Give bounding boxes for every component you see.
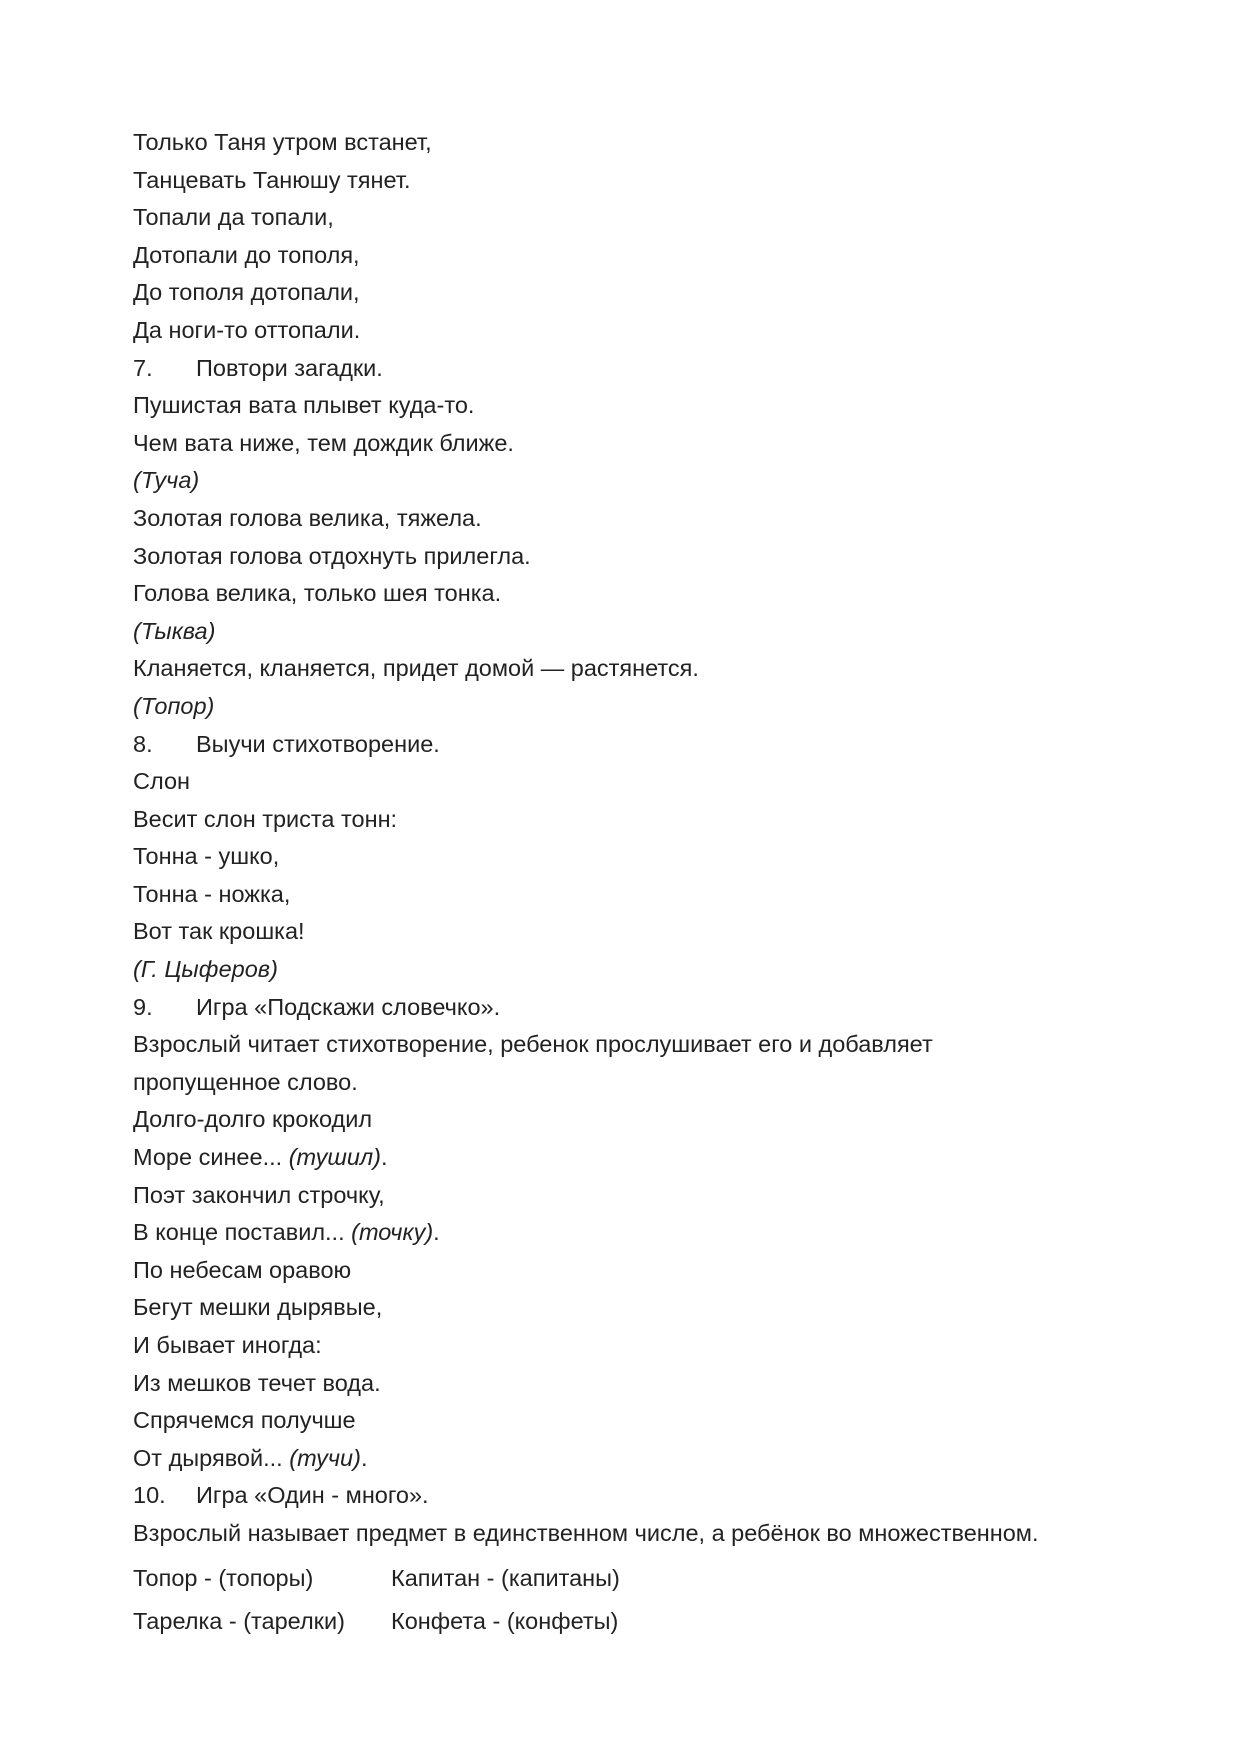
word-pair-row: [133, 1557, 1120, 1600]
game-line: Поэт закончил строчку,: [133, 1181, 385, 1208]
section-title: Повтори загадки.: [196, 354, 383, 381]
game-line: И бывает иногда:: [133, 1332, 322, 1358]
section-number: 8.: [133, 730, 153, 757]
riddle-answer: (Тыква): [133, 617, 216, 644]
riddle-line: Золотая голова велика, тяжела.: [133, 504, 482, 531]
riddle-answer: (Топор): [133, 692, 215, 719]
poem-line: Весит слон триста тонн:: [133, 805, 398, 832]
game-line: Спрячемся получше: [133, 1407, 356, 1434]
word-pair-cell: Топор - (топоры): [133, 1564, 314, 1591]
game-line: Из мешков течет вода.: [133, 1369, 381, 1396]
section-10-heading: [133, 1477, 1120, 1515]
riddle-line: Кланяется, кланяется, придет домой — растянется.: [133, 655, 699, 682]
poem-line: Да ноги-то оттопали.: [133, 316, 361, 343]
game-answer: (тушил): [288, 1144, 381, 1171]
poem-line: Вот так крошка!: [133, 918, 305, 945]
game-answer: (тучи): [289, 1444, 361, 1471]
riddle-line: Голова велика, только шея тонка.: [133, 580, 502, 607]
game-line: [133, 1139, 1120, 1177]
section-number: 9.: [133, 993, 153, 1020]
poem-line: Топали да топали,: [133, 204, 334, 231]
game-line: [133, 1440, 1120, 1478]
riddle-line: Пушистая вата плывет куда-то.: [133, 392, 475, 419]
punctuation: .: [433, 1219, 440, 1246]
poem-line: До тополя дотопали,: [133, 279, 360, 306]
punctuation: .: [360, 1444, 368, 1471]
instruction-text: Взрослый читает стихотворение, ребенок прослушивает его и добавляет: [133, 1031, 933, 1058]
section-8-heading: [133, 726, 1120, 764]
instruction-text: Взрослый называет предмет в единственном числе, а ребёнок во множественном.: [133, 1519, 1039, 1546]
section-9-heading: [133, 989, 1120, 1027]
section-title: Выучи стихотворение.: [196, 730, 440, 757]
poem-line: Тонна - ушко,: [133, 843, 280, 870]
poem-line: Только Таня утром встанет,: [133, 129, 432, 155]
riddle-line: Золотая голова отдохнуть прилегла.: [133, 542, 531, 569]
section-title: Игра «Один - много».: [196, 1482, 429, 1509]
section-number: 7.: [133, 354, 153, 381]
game-line: Бегут мешки дырявые,: [133, 1294, 383, 1321]
riddle-line: Чем вата ниже, тем дождик ближе.: [133, 429, 514, 456]
section-number: 10.: [133, 1482, 166, 1509]
punctuation: .: [380, 1144, 388, 1171]
game-line-text: От дырявой...: [133, 1444, 290, 1471]
word-pairs-table: [133, 1557, 1120, 1643]
word-pair-cell: Конфета - (конфеты): [391, 1607, 619, 1634]
section-7-heading: [133, 350, 1120, 388]
word-pair-cell: Капитан - (капитаны): [391, 1564, 620, 1591]
section-title: Игра «Подскажи словечко».: [196, 993, 501, 1020]
instruction-text: пропущенное слово.: [133, 1068, 358, 1095]
game-line: Долго-долго крокодил: [133, 1106, 373, 1133]
game-answer: (точку): [351, 1219, 434, 1246]
game-line-text: В конце поставил...: [133, 1219, 352, 1246]
word-pair-cell: Тарелка - (тарелки): [133, 1607, 345, 1634]
poem-title: Слон: [133, 768, 190, 795]
word-pair-row: [133, 1600, 1120, 1643]
riddle-answer: (Туча): [133, 467, 200, 494]
poem-author: (Г. Цыферов): [133, 956, 278, 983]
poem-line: Тонна - ножка,: [133, 880, 291, 907]
game-line: [133, 1214, 1120, 1252]
game-line: По небесам оравою: [133, 1256, 352, 1283]
poem-line: Дотопали до тополя,: [133, 241, 360, 268]
game-line-text: Море синее...: [133, 1144, 289, 1171]
poem-line: Танцевать Танюшу тянет.: [133, 166, 411, 193]
